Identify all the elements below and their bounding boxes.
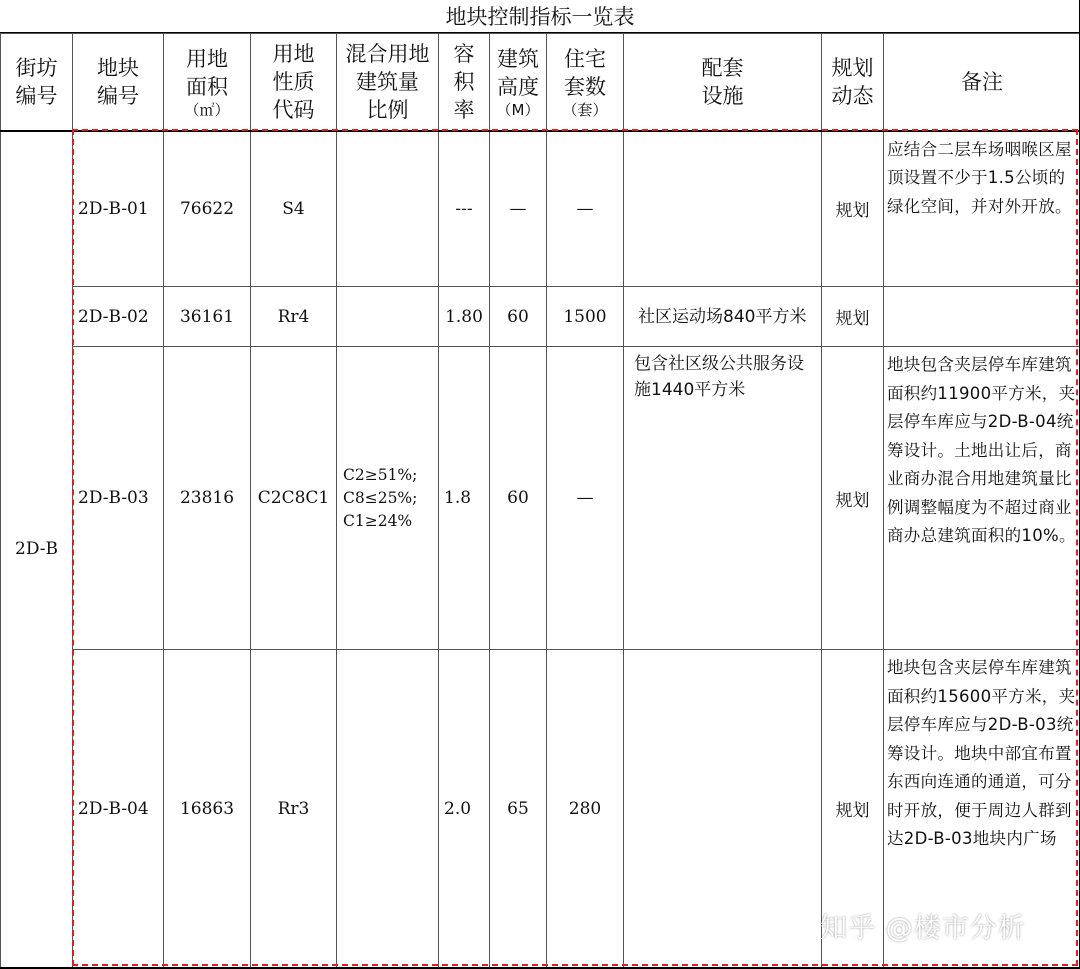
note-cell <box>884 287 1080 347</box>
table-title: 地块控制指标一览表 <box>0 0 1080 34</box>
units-cell: 1500 <box>547 287 624 347</box>
height-cell: — <box>490 131 547 287</box>
header-height: 建筑 高度 （M） <box>490 34 547 131</box>
plot-cell: 2D-B-03 <box>73 347 164 650</box>
note-cell: 地块包含夹层停车库建筑面积约15600平方米，夹层停车库应与2D-B-03统筹设计。地块中部宜布置东西向连通的通道，可分时开放，便于周边人群到达2D-B-03地块内广场 <box>884 650 1080 968</box>
area-cell: 16863 <box>164 650 251 968</box>
header-plot: 地块 编号 <box>73 34 164 131</box>
facility-cell <box>624 650 822 968</box>
far-cell: 1.8 <box>439 347 490 650</box>
area-cell: 23816 <box>164 347 251 650</box>
table-row <box>1 287 1080 347</box>
watermark: 知乎 @楼市分析 <box>820 913 1026 944</box>
mix-line: C1≥24% <box>343 511 413 530</box>
street-id-cell: 2D-B <box>1 131 73 968</box>
units-cell: — <box>547 347 624 650</box>
plot-cell: 2D-B-02 <box>73 287 164 347</box>
plot-control-table <box>0 33 1080 968</box>
header-mix: 混合用地 建筑量 比例 <box>337 34 439 131</box>
header-row <box>1 34 1080 131</box>
mix-cell <box>337 347 439 650</box>
facility-cell: 社区运动场840平方米 <box>624 287 822 347</box>
height-cell: 60 <box>490 287 547 347</box>
table-row <box>1 131 1080 287</box>
mix-cell <box>337 131 439 287</box>
status-cell: 规划 <box>822 650 884 968</box>
area-cell: 76622 <box>164 131 251 287</box>
header-far: 容 积 率 <box>439 34 490 131</box>
far-cell: 2.0 <box>439 650 490 968</box>
header-street: 街坊 编号 <box>1 34 73 131</box>
header-units: 住宅 套数 （套） <box>547 34 624 131</box>
header-code: 用地 性质 代码 <box>251 34 337 131</box>
code-cell: C2C8C1 <box>251 347 337 650</box>
code-cell: Rr3 <box>251 650 337 968</box>
header-note: 备注 <box>884 34 1080 131</box>
header-area: 用地 面积 （㎡） <box>164 34 251 131</box>
units-cell: — <box>547 131 624 287</box>
note-cell: 地块包含夹层停车库建筑面积约11900平方米，夹层停车库应与2D-B-04统筹设计。土地出让后，商业商办混合用地建筑量比例调整幅度为不超过商业商办总建筑面积的10%。 <box>884 347 1080 650</box>
table-row <box>1 347 1080 650</box>
status-cell: 规划 <box>822 131 884 287</box>
mix-cell <box>337 287 439 347</box>
mix-line: C8≤25%; <box>343 488 418 507</box>
mix-cell <box>337 650 439 968</box>
status-cell: 规划 <box>822 347 884 650</box>
far-cell: 1.80 <box>439 287 490 347</box>
far-cell: --- <box>439 131 490 287</box>
code-cell: Rr4 <box>251 287 337 347</box>
note-cell: 应结合二层车场咽喉区屋顶设置不少于1.5公顷的绿化空间，并对外开放。 <box>884 131 1080 287</box>
mix-line: C2≥51%; <box>343 465 418 484</box>
header-status: 规划 动态 <box>822 34 884 131</box>
area-cell: 36161 <box>164 287 251 347</box>
plot-cell: 2D-B-01 <box>73 131 164 287</box>
height-cell: 65 <box>490 650 547 968</box>
status-cell: 规划 <box>822 287 884 347</box>
plot-cell: 2D-B-04 <box>73 650 164 968</box>
facility-cell: 包含社区级公共服务设施1440平方米 <box>624 347 822 650</box>
facility-cell <box>624 131 822 287</box>
code-cell: S4 <box>251 131 337 287</box>
units-cell: 280 <box>547 650 624 968</box>
header-facility: 配套 设施 <box>624 34 822 131</box>
height-cell: 60 <box>490 347 547 650</box>
